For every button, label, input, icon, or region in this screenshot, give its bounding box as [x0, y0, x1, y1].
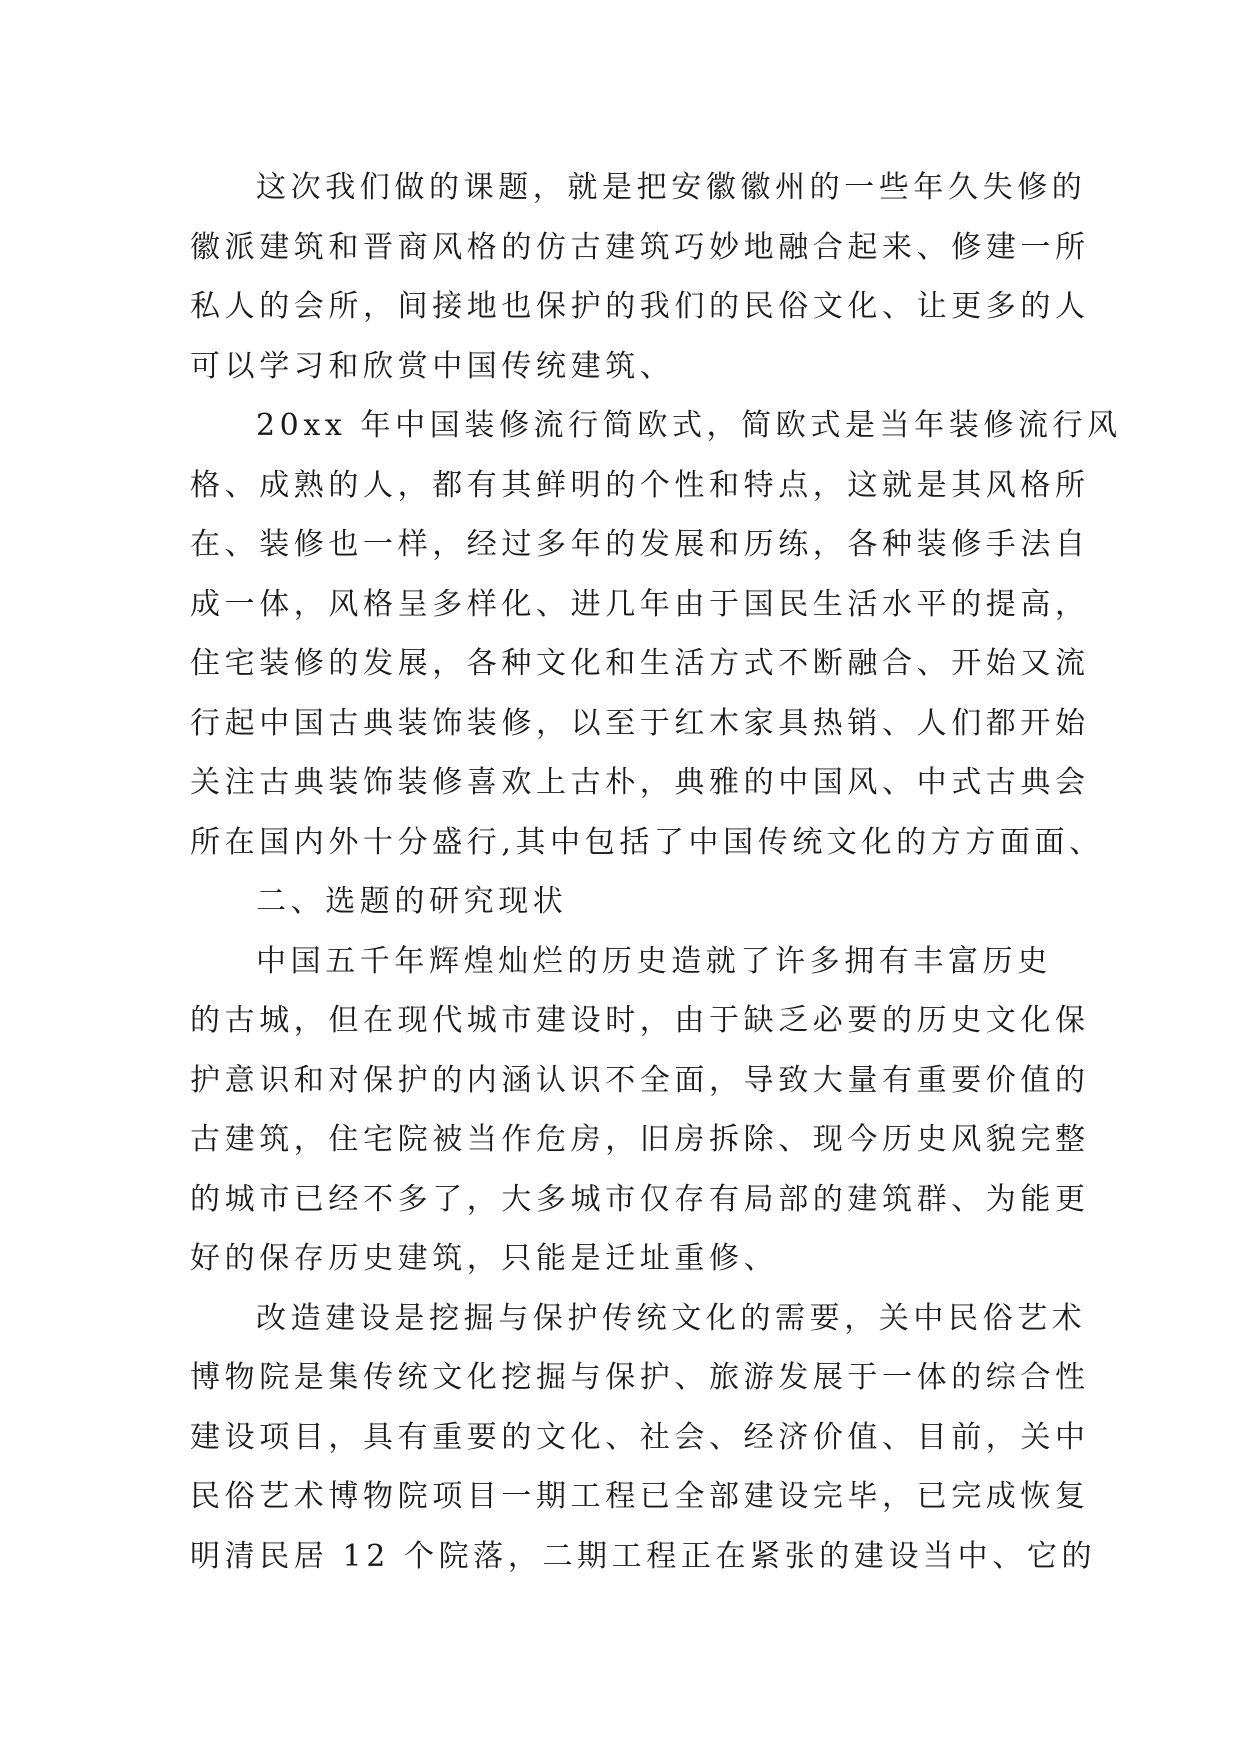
- text-line: 在、装修也一样，经过多年的发展和历练，各种装修手法自: [190, 527, 1090, 562]
- text-line: 护意识和对保护的内涵认识不全面，导致大量有重要价值的: [190, 1062, 1090, 1098]
- text-line: 可以学习和欣赏中国传统建筑、: [190, 348, 675, 384]
- text-line: 20xx 年中国装修流行简欧式，简欧式是当年装修流行风: [256, 408, 1122, 443]
- text-line: 中国五千年辉煌灿烂的历史造就了许多拥有丰富历史: [256, 943, 1052, 979]
- text-line: 徽派建筑和晋商风格的仿古建筑巧妙地融合起来、修建一所: [190, 229, 1090, 265]
- text-line: 建设项目，具有重要的文化、社会、经济价值、目前，关中: [190, 1419, 1090, 1455]
- text-line: 成一体，风格呈多样化、进几年由于国民生活水平的提高，: [190, 586, 1090, 622]
- text-line: 古建筑，住宅院被当作危房，旧房拆除、现今历史风貌完整: [190, 1122, 1090, 1157]
- text-line: 所在国内外十分盛行,其中包括了中国传统文化的方方面面、: [190, 824, 1104, 860]
- text-line: 博物院是集传统文化挖掘与保护、旅游发展于一体的综合性: [190, 1360, 1090, 1395]
- text-line: 这次我们做的课题，就是把安徽徽州的一些年久失修的: [256, 170, 1087, 205]
- text-line: 关注古典装饰装修喜欢上古朴，典雅的中国风、中式古典会: [190, 765, 1090, 800]
- text-line: 的古城，但在现代城市建设时，由于缺乏必要的历史文化保: [190, 1003, 1090, 1038]
- text-line: 住宅装修的发展，各种文化和生活方式不断融合、开始又流: [190, 646, 1090, 681]
- text-line: 好的保存历史建筑，只能是迁址重修、: [190, 1241, 779, 1276]
- text-line: 格、成熟的人，都有其鲜明的个性和特点，这就是其风格所: [190, 467, 1090, 503]
- text-line: 行起中国古典装饰装修，以至于红木家具热销、人们都开始: [190, 705, 1090, 741]
- text-line: 明清民居 12 个院落，二期工程正在紧张的建设当中、它的: [190, 1538, 1097, 1574]
- text-line: 民俗艺术博物院项目一期工程已全部建设完毕，已完成恢复: [190, 1479, 1090, 1514]
- text-line: 二、选题的研究现状: [256, 884, 568, 919]
- text-line: 的城市已经不多了，大多城市仅存有局部的建筑群、为能更: [190, 1181, 1090, 1217]
- document-body: [190, 158, 1122, 1586]
- text-line: 改造建设是挖掘与保护传统文化的需要，关中民俗艺术: [256, 1300, 1087, 1336]
- text-line: 私人的会所，间接地也保护的我们的民俗文化、让更多的人: [190, 289, 1090, 324]
